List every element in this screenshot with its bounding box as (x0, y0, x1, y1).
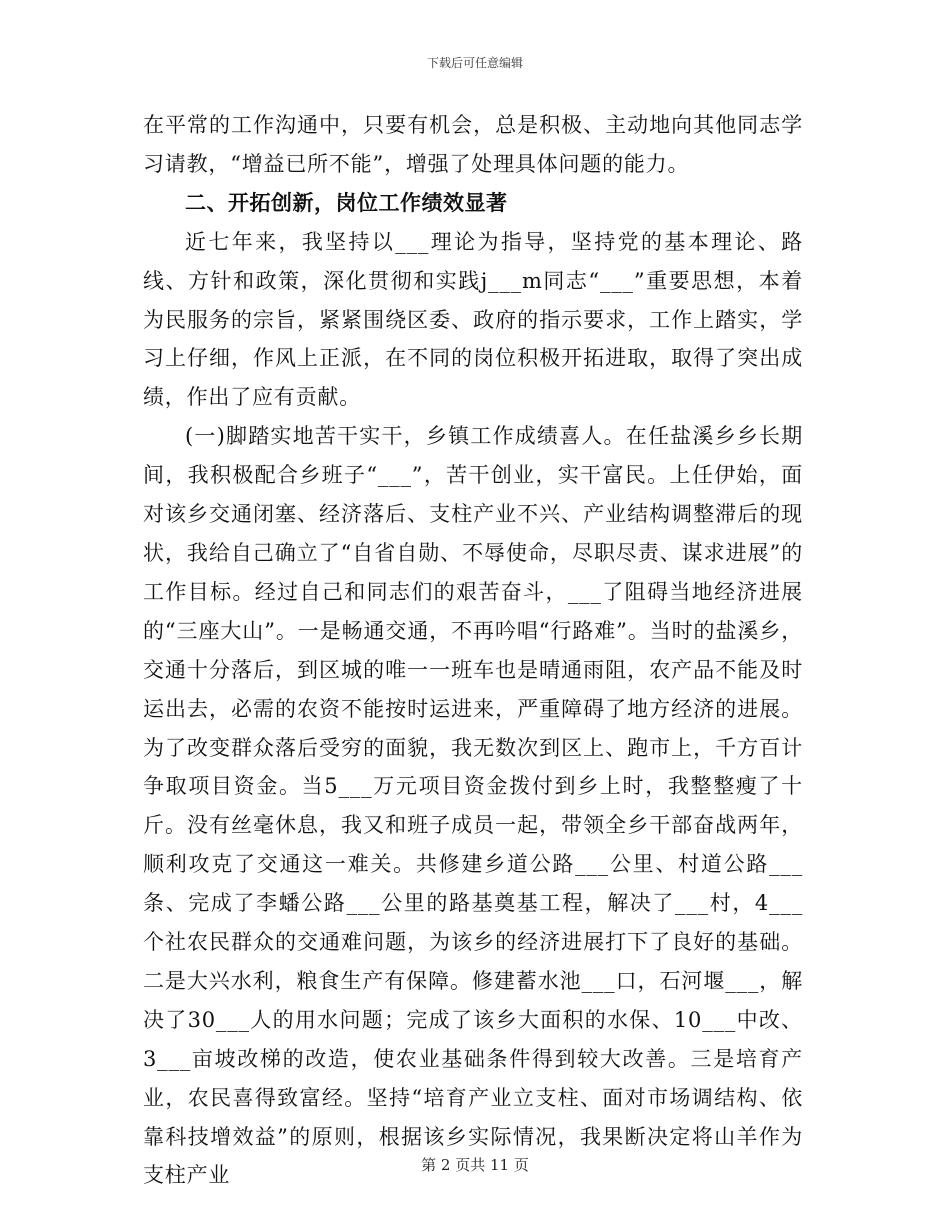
paragraph-continued: 在平常的工作沟通中，只要有机会，总是积极、主动地向其他同志学习请教，“增益已所不能”，增强了处理具体问题的能力。 (143, 113, 803, 176)
paragraph: 近七年来，我坚持以___理论为指导，坚持党的基本理论、路线、方针和政策，深化贯彻和实践j___m同志“___”重要思想，本着为民服务的宗旨，紧紧围绕区委、政府的指示要求，工作上踏实，学习上仔细，作风上正派，在不同的岗位积极开拓进取，取得了突出成绩，作出了应有贡献。 (143, 229, 803, 410)
paragraph: (一)脚踏实地苦干实干，乡镇工作成绩喜人。在任盐溪乡乡长期间，我积极配合乡班子“___”，苦干创业，实干富民。上任伊始，面对该乡交通闭塞、经济落后、支柱产业不兴、产业结构调整滞后的现状，我给自己确立了“自省自勋、不辱使命，尽职尽责、谋求进展”的工作目标。经过自己和同志们的艰苦奋斗，___了阻碍当地经济进展的“三座大山”。一是畅通交通，不再吟唱“行路难”。当时的盐溪乡，交通十分落后，到区城的唯一一班车也是晴通雨阻，农产品不能及时运出去，必需的农资不能按时运进来，严重障碍了地方经济的进展。为了改变群众落后受穷的面貌，我无数次到区上、跑市上，千方百计争取项目资金。当5___万元项目资金拨付到乡上时，我整整瘦了十斤。没有丝毫休息，我又和班子成员一起，带领全乡干部奋战两年，顺利攻克了交通这一难关。共修建乡道公路___公里、村道公路___条、完成了李蟠公路___公里的路基奠基工程，解决了___村，4___个社农民群众的交通难问题，为该乡的经济进展打下了良好的基础。二是大兴水利，粮食生产有保障。修建蓄水池___口，石河堰___，解决了30___人的用水问题；完成了该乡大面积的水保、10___中改、3___亩坡改梯的改造，使农业基础条件得到较大改善。三是培育产业，农民喜得致富经。坚持“培育产业立支柱、面对市场调结构、依靠科技增效益”的原则，根据该乡实际情况，我果断决定将山羊作为支柱产业 (143, 424, 803, 1188)
page-footer: 第 2 页共 11 页 (421, 1156, 529, 1174)
document-body (143, 106, 803, 1195)
section-heading: 二、开拓创新，岗位工作绩效显著 (185, 190, 508, 215)
page-header: 下载后可任意编辑 (426, 56, 523, 70)
